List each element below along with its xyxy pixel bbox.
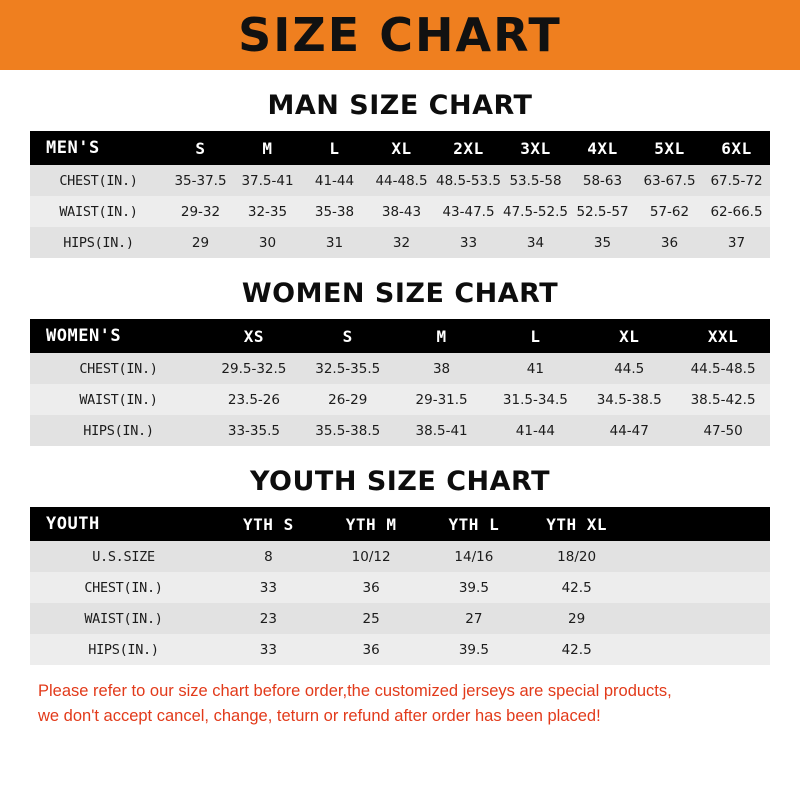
cell: 23 (259, 610, 277, 627)
chart-content (0, 90, 800, 729)
cell: 41-44 (515, 422, 556, 439)
women-size-table (30, 319, 770, 446)
row-label-us-size: U.S.SIZE (92, 548, 155, 565)
cell: 37 (727, 234, 746, 251)
cell: 36 (660, 234, 679, 251)
cell: 42.5 (561, 641, 592, 658)
header-cell-label: WOMEN'S (46, 326, 122, 346)
header-cell-yth-m: YTH M (345, 514, 397, 534)
footer-note-line-1: Please refer to our size chart before order,the customized jerseys are special products, (38, 682, 672, 700)
page-title: SIZE CHART (238, 8, 562, 62)
cell: 35-38 (314, 203, 355, 220)
cell: 30 (258, 234, 277, 251)
cell: 29-32 (180, 203, 221, 220)
cell: 58-63 (582, 172, 623, 189)
cell: 37.5-41 (241, 172, 294, 189)
table-row (30, 227, 770, 258)
cell: 43-47.5 (442, 203, 495, 220)
cell: 35.5-38.5 (315, 422, 381, 439)
table-header-row (30, 131, 770, 165)
cell-spacer (628, 634, 770, 665)
cell: 25 (362, 610, 380, 627)
cell: 36 (362, 641, 380, 658)
header-cell-xxl: XXL (707, 326, 739, 346)
header-cell-xl: XL (391, 138, 412, 158)
cell: 23.5-26 (227, 391, 280, 408)
header-cell-label: MEN'S (46, 138, 100, 158)
cell: 67.5-72 (710, 172, 763, 189)
cell: 18/20 (557, 548, 597, 565)
cell: 26-29 (328, 391, 368, 408)
cell-spacer (628, 572, 770, 603)
cell: 44-48.5 (375, 172, 428, 189)
cell-spacer (628, 603, 770, 634)
row-label-waist: WAIST(IN.) (59, 203, 138, 220)
row-label-hips: HIPS(IN.) (88, 641, 159, 658)
youth-size-table (30, 507, 770, 665)
cell: 44-47 (609, 422, 649, 439)
header-cell-yth-s: YTH S (243, 514, 294, 534)
cell: 52.5-57 (576, 203, 629, 220)
cell: 29.5-32.5 (221, 360, 287, 377)
header-cell-m: M (262, 138, 273, 158)
cell: 8 (264, 548, 273, 565)
footer-note-line-2: we don't accept cancel, change, teturn or refund after order has been placed! (38, 707, 601, 725)
cell: 48.5-53.5 (436, 172, 501, 189)
header-cell-xs: XS (243, 326, 265, 346)
cell: 35-37.5 (174, 172, 227, 189)
section-title-women: WOMEN SIZE CHART (241, 278, 559, 309)
page-banner (0, 0, 800, 70)
cell: 34 (526, 234, 545, 251)
cell: 41 (526, 360, 544, 377)
cell: 32 (392, 234, 411, 251)
cell: 47-50 (703, 422, 743, 439)
section-title-man: MAN SIZE CHART (267, 90, 533, 121)
man-size-table (30, 131, 770, 258)
cell: 10/12 (351, 548, 391, 565)
cell: 33 (259, 579, 277, 596)
cell: 62-66.5 (710, 203, 763, 220)
cell: 32.5-35.5 (315, 360, 381, 377)
header-cell-4xl: 4XL (587, 138, 618, 158)
cell: 44.5 (614, 360, 645, 377)
row-label-chest: CHEST(IN.) (59, 172, 138, 189)
cell: 38.5-41 (415, 422, 468, 439)
table-row (30, 165, 770, 196)
cell: 32-35 (247, 203, 288, 220)
table-row (30, 541, 770, 572)
cell: 33 (459, 234, 478, 251)
row-label-waist: WAIST(IN.) (79, 391, 158, 408)
header-cell-l: L (329, 138, 340, 158)
table-row (30, 603, 770, 634)
cell: 44.5-48.5 (690, 360, 756, 377)
table-header-row (30, 507, 770, 541)
cell: 38 (432, 360, 451, 377)
table-row (30, 196, 770, 227)
row-label-hips: HIPS(IN.) (63, 234, 134, 251)
row-label-chest: CHEST(IN.) (79, 360, 158, 377)
cell: 47.5-52.5 (503, 203, 568, 220)
cell: 63-67.5 (643, 172, 696, 189)
row-label-hips: HIPS(IN.) (83, 422, 154, 439)
header-cell-m: M (436, 326, 447, 346)
table-header-row (30, 319, 770, 353)
header-cell-yth-xl: YTH XL (546, 514, 608, 534)
cell: 39.5 (458, 641, 489, 658)
header-cell-6xl: 6XL (721, 138, 752, 158)
cell: 31 (325, 234, 344, 251)
cell: 53.5-58 (509, 172, 562, 189)
table-row (30, 415, 770, 446)
header-cell-l: L (530, 326, 541, 346)
table-row (30, 572, 770, 603)
cell: 33 (259, 641, 277, 658)
cell: 14/16 (454, 548, 494, 565)
cell: 38.5-42.5 (690, 391, 756, 408)
cell: 35 (593, 234, 612, 251)
header-cell-5xl: 5XL (654, 138, 685, 158)
section-title-youth: YOUTH SIZE CHART (249, 466, 551, 497)
cell: 33-35.5 (227, 422, 280, 439)
header-cell-label: YOUTH (46, 514, 100, 534)
cell: 27 (465, 610, 483, 627)
cell: 34.5-38.5 (596, 391, 662, 408)
header-cell-2xl: 2XL (453, 138, 484, 158)
cell: 41-44 (314, 172, 355, 189)
table-row (30, 384, 770, 415)
header-cell-s: S (342, 326, 353, 346)
header-cell-spacer (628, 507, 770, 541)
cell-spacer (628, 541, 770, 572)
header-cell-xl: XL (619, 326, 640, 346)
cell: 31.5-34.5 (502, 391, 568, 408)
cell: 29-31.5 (415, 391, 468, 408)
row-label-chest: CHEST(IN.) (84, 579, 163, 596)
footer-note (38, 679, 762, 729)
cell: 38-43 (381, 203, 422, 220)
cell: 42.5 (561, 579, 592, 596)
header-cell-s: S (195, 138, 206, 158)
table-row (30, 353, 770, 384)
row-label-waist: WAIST(IN.) (84, 610, 163, 627)
cell: 29 (191, 234, 210, 251)
cell: 39.5 (458, 579, 489, 596)
cell: 36 (362, 579, 380, 596)
header-cell-yth-l: YTH L (448, 514, 500, 534)
cell: 29 (568, 610, 586, 627)
header-cell-3xl: 3XL (520, 138, 551, 158)
cell: 57-62 (649, 203, 690, 220)
table-row (30, 634, 770, 665)
